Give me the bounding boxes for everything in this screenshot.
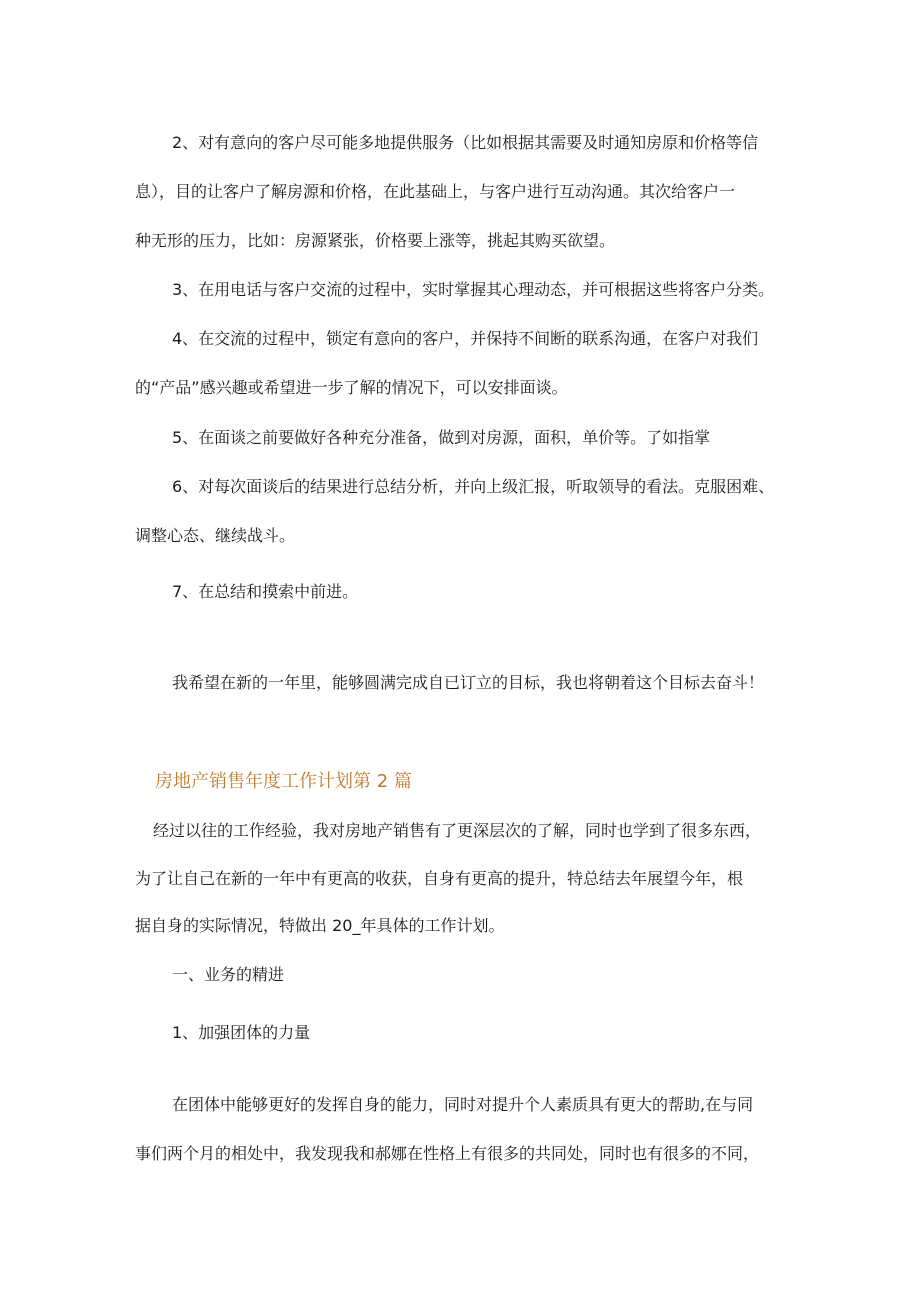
item2-line1: 2、对有意向的客户尽可能多地提供服务（比如根据其需要及时通知房原和价格等信 — [172, 133, 759, 152]
intro-line2: 为了让自己在新的一年中有更高的收获，自身有更高的提升，特总结去年展望今年，根 — [135, 869, 744, 888]
item5-line: 5、在面谈之前要做好各种充分准备，做到对房源，面积，单价等。了如指掌 — [172, 428, 711, 447]
closing-line: 我希望在新的一年里，能够圆满完成自已订立的目标，我也将朝着这个目标去奋斗！ — [172, 673, 765, 692]
intro-line3: 据自身的实际情况，特做出 20_年具体的工作计划。 — [135, 916, 505, 935]
item3-line: 3、在用电话与客户交流的过程中，实时掌握其心理动态，并可根据这些将客户分类。 — [172, 280, 775, 299]
sub1-heading: 1、加强团体的力量 — [172, 1023, 311, 1042]
item6-line2: 调整心态、继续战斗。 — [135, 526, 296, 545]
item7-line: 7、在总结和摸索中前进。 — [172, 582, 359, 601]
section-heading: 房地产销售年度工作计划第 2 篇 — [155, 771, 412, 792]
item6-line1: 6、对每次面谈后的结果进行总结分析，并向上级汇报，听取领导的看法。克服困难、 — [172, 477, 775, 496]
item4-line1: 4、在交流的过程中，锁定有意向的客户，并保持不间断的联系沟通，在客户对我们 — [172, 329, 759, 348]
intro-line1: 经过以往的工作经验，我对房地产销售有了更深层次的了解，同时也学到了很多东西， — [153, 821, 762, 840]
item2-line3: 种无形的压力，比如：房源紧张，价格要上涨等，挑起其购买欲望。 — [135, 231, 616, 250]
item4-line2: 的“产品”感兴趣或希望进一步了解的情况下，可以安排面谈。 — [135, 378, 568, 397]
para-line2: 事们两个月的相处中，我发现我和郝娜在性格上有很多的共同处，同时也有很多的不同， — [135, 1144, 760, 1163]
para-line1: 在团体中能够更好的发挥自身的能力，同时对提升个人素质具有更大的帮助,在与同 — [172, 1095, 754, 1114]
item2-line2: 息），目的让客户了解房源和价格，在此基础上，与客户进行互动沟通。其次给客户一 — [135, 182, 736, 201]
part1-heading: 一、业务的精进 — [172, 965, 285, 984]
